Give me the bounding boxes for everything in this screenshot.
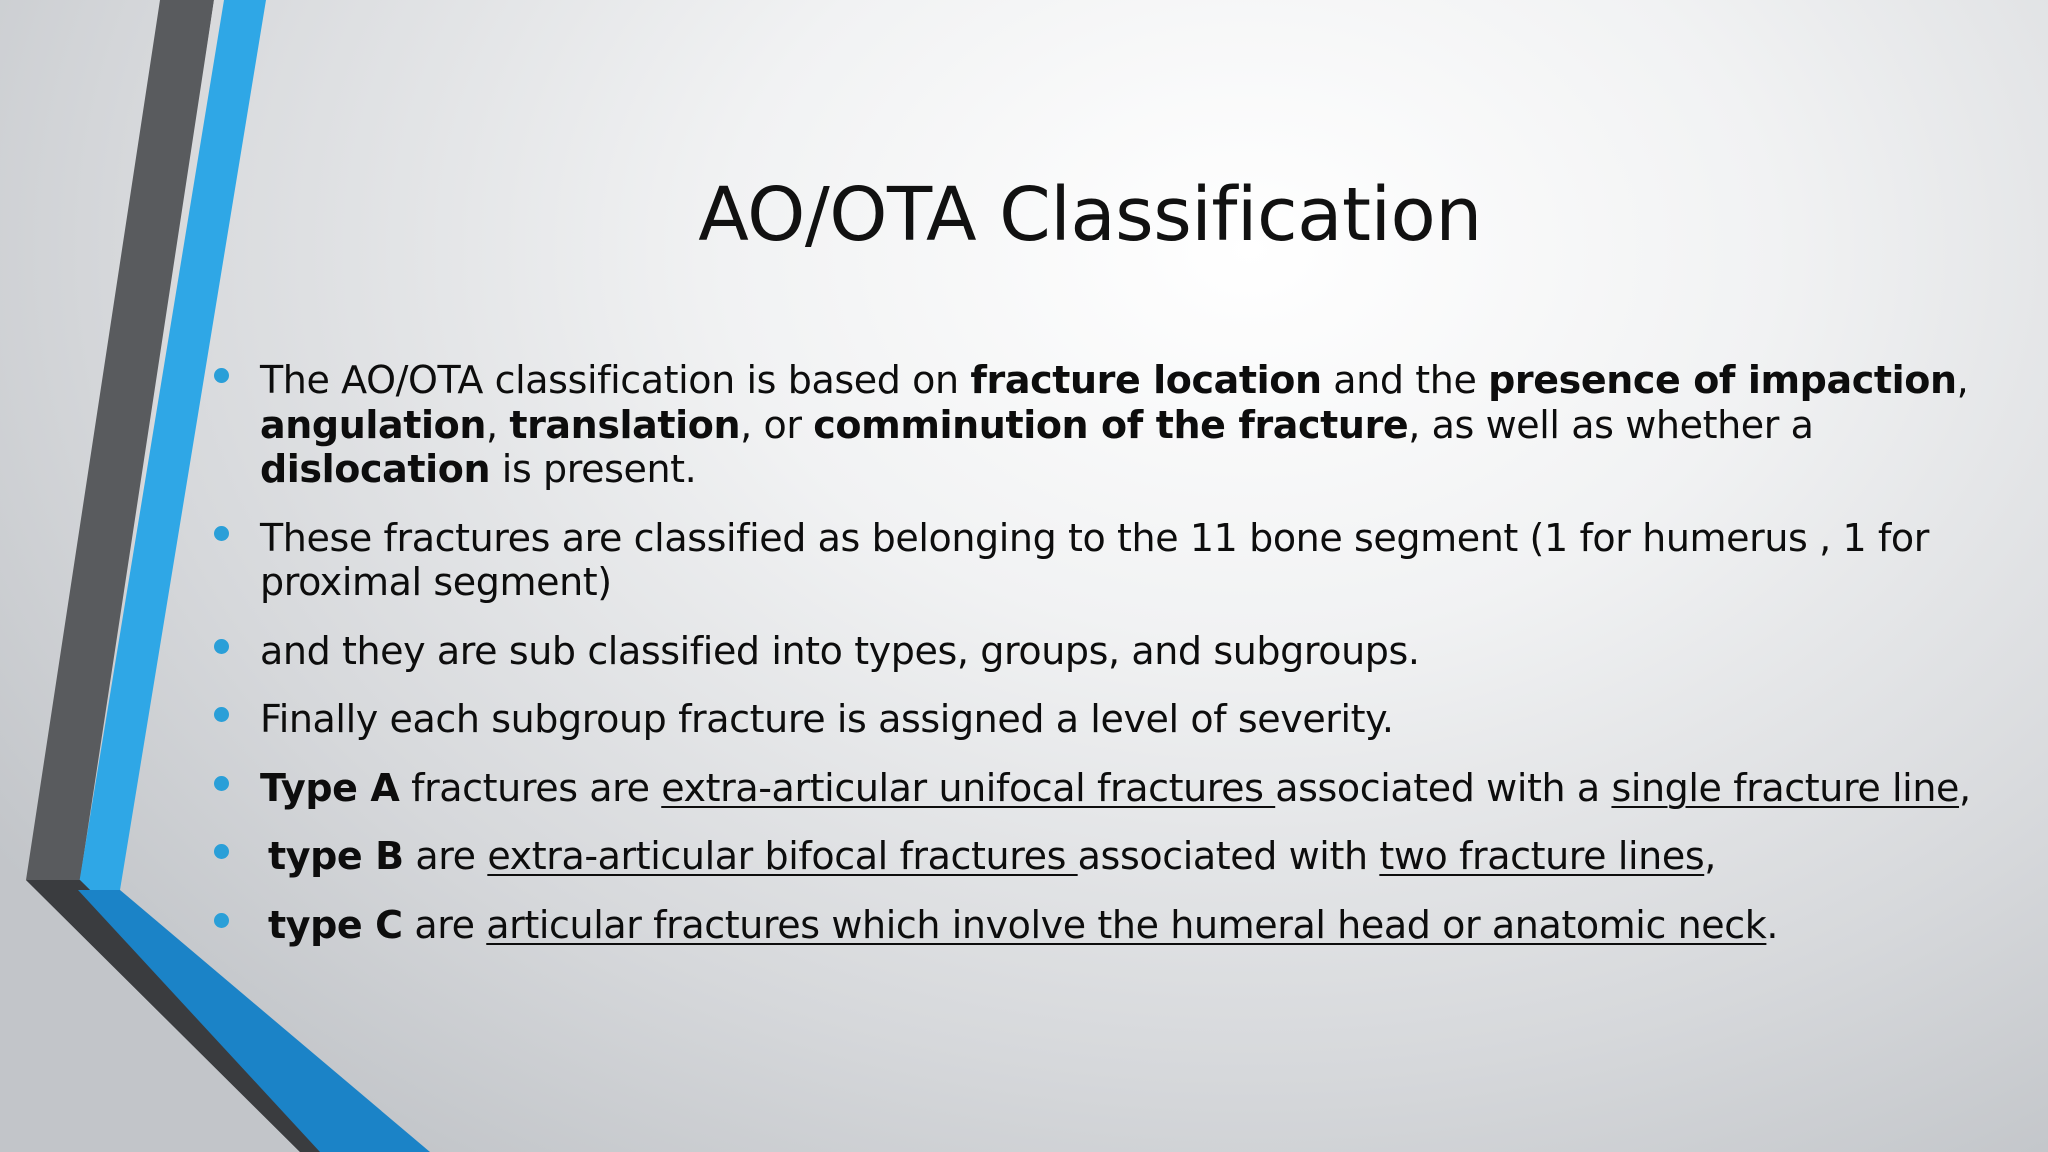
bold-term: presence of impaction	[1488, 358, 1957, 402]
bullet-text: and they are sub classified into types, groups, and subgroups.	[260, 628, 1420, 673]
bullet-dot-icon	[214, 368, 229, 383]
slide-title: AO/OTA Classification	[698, 172, 1482, 258]
bold-term: type B	[268, 834, 404, 878]
bullet-dot-icon	[214, 639, 229, 654]
bullet-dot-icon	[214, 913, 229, 928]
bullet-item-7	[214, 903, 2004, 948]
text-span: , as well as whether a	[1408, 402, 1814, 447]
bold-term: fracture location	[970, 358, 1322, 402]
bullet-dot-icon	[214, 707, 229, 722]
bold-term: Type A	[260, 765, 400, 810]
text-span: is present.	[490, 447, 697, 491]
text-span: are	[402, 902, 487, 947]
bold-term: comminution of the fracture	[813, 402, 1409, 447]
text-span: , or	[740, 402, 814, 447]
underlined-term: two fracture lines	[1379, 834, 1705, 878]
bullet-text: These fractures are classified as belonging to the 11 bone segment (1 for humerus , 1 for proximal segment)	[260, 515, 1929, 604]
bold-term: translation	[509, 402, 741, 447]
bullet-text: Finally each subgroup fracture is assigned a level of severity.	[260, 697, 1394, 741]
bullet-item-1	[214, 358, 2004, 492]
text-span: ,	[1704, 834, 1716, 878]
underlined-term: articular fractures which involve the humeral head or anatomic neck	[486, 902, 1767, 947]
text-span: are	[403, 834, 488, 878]
text-span: ,	[1959, 765, 1971, 810]
text-span: ,	[1956, 358, 1969, 402]
bullet-item-4	[214, 697, 2004, 742]
text-span: .	[1766, 902, 1779, 947]
bullet-list	[214, 358, 2004, 971]
bullet-dot-icon	[214, 844, 229, 859]
underlined-term: extra-articular bifocal fractures	[487, 834, 1078, 878]
bullet-item-5	[214, 766, 2004, 811]
underlined-term: extra-articular unifocal fractures	[661, 765, 1276, 810]
bold-term: dislocation	[260, 447, 491, 491]
bullet-dot-icon	[214, 776, 229, 791]
text-span: The AO/OTA classification is based on	[260, 358, 971, 402]
bullet-item-3	[214, 629, 2004, 674]
text-span: associated with a	[1275, 765, 1612, 810]
bullet-item-2	[214, 516, 2004, 605]
bold-term: angulation	[260, 402, 486, 447]
bullet-dot-icon	[214, 526, 229, 541]
text-span: ,	[485, 402, 510, 447]
text-span: fractures are	[399, 765, 662, 810]
bold-term: type C	[268, 902, 403, 947]
text-span: associated with	[1077, 834, 1380, 878]
bullet-item-6	[214, 834, 2004, 879]
text-span: and the	[1321, 358, 1489, 402]
underlined-term: single fracture line	[1611, 765, 1960, 810]
